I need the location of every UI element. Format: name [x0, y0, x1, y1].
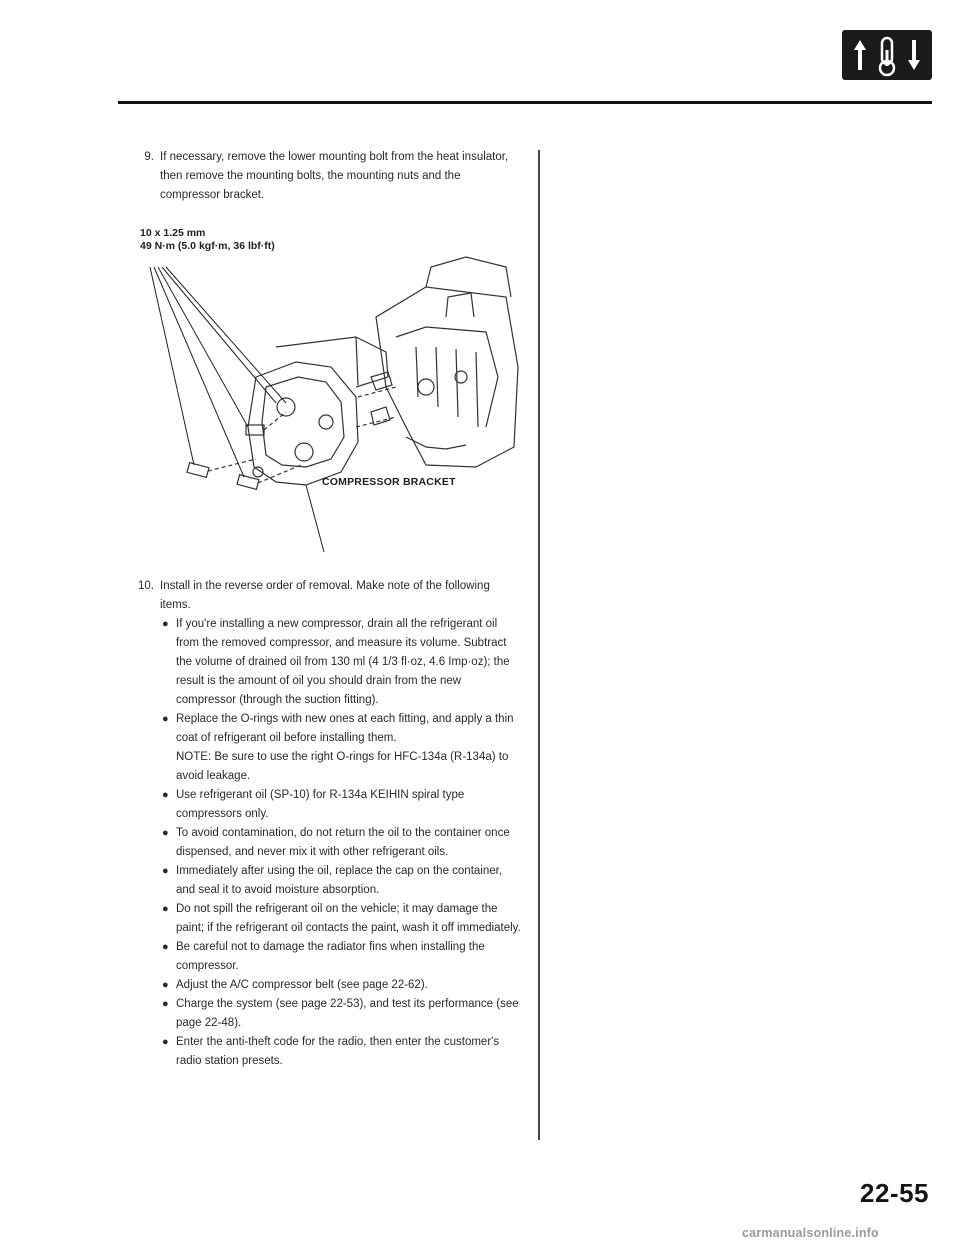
- bullet-icon: ●: [162, 941, 169, 953]
- bolt-size: 10 x 1.25 mm: [140, 227, 206, 239]
- step-number: 9.: [144, 151, 154, 163]
- step-10-items: [160, 615, 522, 1071]
- list-item: ● Enter the anti-theft code for the radio, then enter the customer's radio station presets.: [176, 1033, 522, 1071]
- list-item: ● Use refrigerant oil (SP-10) for R-134a KEIHIN spiral type compressors only.: [176, 786, 522, 824]
- list-item: ● Charge the system (see page 22-53), and test its performance (see page 22-48).: [176, 995, 522, 1033]
- bullet-icon: ●: [162, 789, 169, 801]
- step-intro: Install in the reverse order of removal. Make note of the following items.: [160, 580, 490, 611]
- list-item: ● Replace the O-rings with new ones at each fitting, and apply a thin coat of refrigerant oil before installing them. NOTE: Be sure to use the right O-rings for HFC-134a (R-134a) to avoid leakage.: [176, 710, 522, 786]
- list-item: ● Do not spill the refrigerant oil on the vehicle; it may damage the paint; if the refrigerant oil contacts the paint, wash it off immediately.: [176, 900, 522, 938]
- bullet-icon: ●: [162, 903, 169, 915]
- bracket-diagram: [126, 227, 522, 567]
- bullet-icon: ●: [162, 998, 169, 1010]
- list-item: ● To avoid contamination, do not return the oil to the container once dispensed, and never mix it with other refrigerant oils.: [176, 824, 522, 862]
- note-text: NOTE: Be sure to use the right O-rings for HFC-134a (R-134a) to avoid leakage.: [176, 751, 509, 782]
- list-item: ● Immediately after using the oil, replace the cap on the container, and seal it to avoid moisture absorption.: [176, 862, 522, 900]
- list-item: ● Be careful not to damage the radiator fins when installing the compressor.: [176, 938, 522, 976]
- bullet-icon: ●: [162, 1036, 169, 1048]
- bullet-icon: ●: [162, 713, 169, 725]
- step-number: 10.: [138, 580, 154, 592]
- watermark: carmanualsonline.info: [742, 1226, 879, 1240]
- torque-value: 49 N·m (5.0 kgf·m, 36 lbf·ft): [140, 240, 275, 252]
- page-number: 22-55: [860, 1178, 929, 1208]
- step-text: If necessary, remove the lower mounting bolt from the heat insulator, then remove the mounting bolts, the mounting nuts and the compressor bracket.: [160, 151, 509, 201]
- step-10: [126, 577, 522, 1071]
- header-rule: [118, 101, 932, 104]
- list-item: ● If you're installing a new compressor, drain all the refrigerant oil from the removed compressor, and measure its volume. Subtract the volume of drained oil from 130 ml (4 1/3 fl·oz, 4.6 Imp·oz); the result is the amount of oil you should drain from the new compressor (through the suction fitting).: [176, 615, 522, 710]
- compressor-bracket-figure: [126, 227, 522, 467]
- compressor-bracket-label: COMPRESSOR BRACKET: [322, 476, 456, 488]
- list-item: ● Adjust the A/C compressor belt (see page 22-62).: [176, 976, 522, 995]
- step-9: [126, 148, 522, 205]
- hvac-temperature-icon: [842, 30, 932, 80]
- torque-spec-label: [140, 227, 275, 253]
- column-divider: [538, 150, 540, 1140]
- bullet-icon: ●: [162, 865, 169, 877]
- bullet-icon: ●: [162, 979, 169, 991]
- bullet-icon: ●: [162, 827, 169, 839]
- instructions-column: [126, 148, 522, 1071]
- bullet-icon: ●: [162, 618, 169, 630]
